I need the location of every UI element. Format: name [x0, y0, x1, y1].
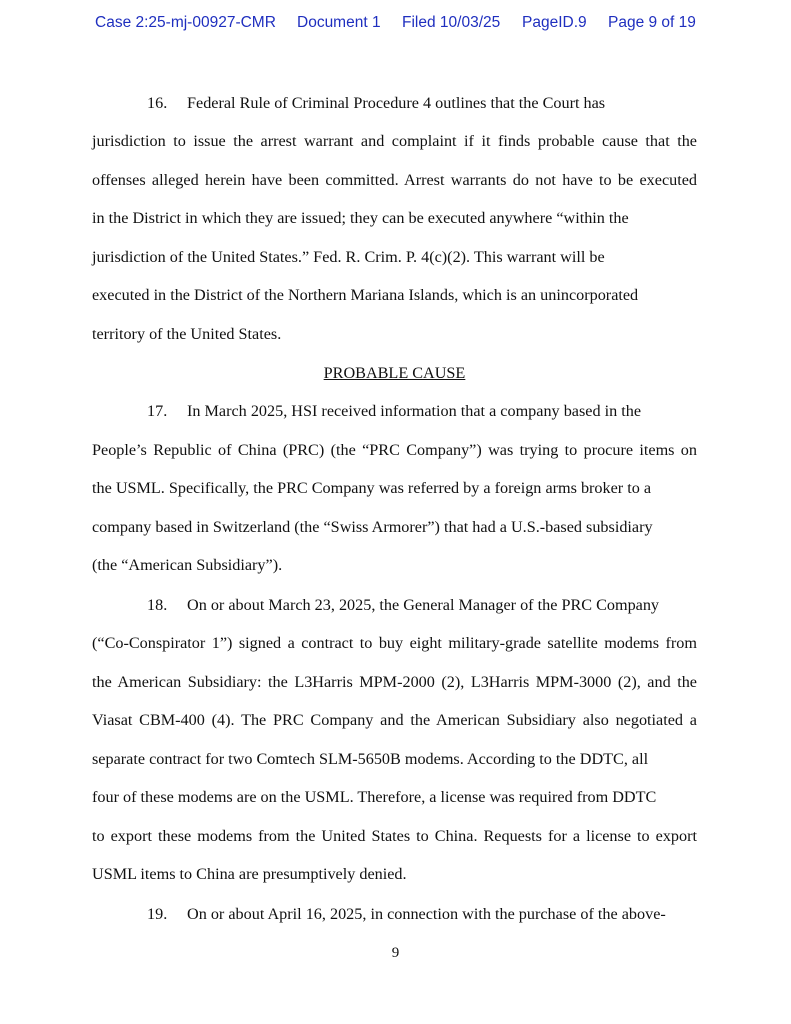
paragraph-line: In March 2025, HSI received information that a company based in the: [187, 402, 642, 420]
paragraph-line: offenses alleged herein have been committed. Arrest warrants do not have to be executed: [92, 171, 697, 189]
paragraph-line: People’s Republic of China (PRC) (the “PRC Company”) was trying to procure items on: [92, 441, 697, 459]
page-number: 9: [391, 945, 400, 961]
paragraph-line: Federal Rule of Criminal Procedure 4 outlines that the Court has: [187, 94, 606, 112]
paragraph-number: 19.: [147, 905, 168, 923]
paragraph-line: jurisdiction of the United States.” Fed. R. Crim. P. 4(c)(2). This warrant will be: [92, 248, 605, 266]
paragraph-line: territory of the United States.: [92, 325, 282, 343]
case-number: Case 2:25-mj-00927-CMR: [95, 14, 276, 31]
paragraph-line: jurisdiction to issue the arrest warrant and complaint if it finds probable cause that the: [92, 132, 697, 150]
paragraph-line: On or about March 23, 2025, the General Manager of the PRC Company: [187, 596, 660, 614]
page-id: PageID.9: [522, 14, 587, 31]
paragraph-line: to export these modems from the United States to China. Requests for a license to export: [92, 827, 697, 845]
paragraph-line: the American Subsidiary: the L3Harris MPM-2000 (2), L3Harris MPM-3000 (2), and the: [92, 673, 697, 691]
paragraph-line: in the District in which they are issued; they can be executed anywhere “within the: [92, 209, 629, 227]
paragraph-line: company based in Switzerland (the “Swiss Armorer”) that had a U.S.-based subsidiary: [92, 518, 653, 536]
paragraph-number: 18.: [147, 596, 168, 614]
paragraph-number: 16.: [147, 94, 168, 112]
paragraph-line: (the “American Subsidiary”).: [92, 556, 283, 574]
paragraph-line: On or about April 16, 2025, in connection with the purchase of the above-: [187, 905, 666, 923]
paragraph-line: (“Co-Conspirator 1”) signed a contract to buy eight military-grade satellite modems from: [92, 634, 697, 652]
paragraph-number: 17.: [147, 402, 168, 420]
section-heading-text: PROBABLE CAUSE: [323, 364, 466, 382]
filed-date: Filed 10/03/25: [402, 14, 501, 31]
paragraph-line: Viasat CBM-400 (4). The PRC Company and the American Subsidiary also negotiated a: [92, 711, 697, 729]
page-of: Page 9 of 19: [608, 14, 696, 31]
paragraph-line: four of these modems are on the USML. Therefore, a license was required from DDTC: [92, 788, 657, 806]
document-number: Document 1: [297, 14, 381, 31]
paragraph-line: executed in the District of the Northern Mariana Islands, which is an unincorporated: [92, 286, 639, 304]
paragraph-line: separate contract for two Comtech SLM-5650B modems. According to the DDTC, all: [92, 750, 649, 768]
paragraph-line: the USML. Specifically, the PRC Company was referred by a foreign arms broker to a: [92, 479, 652, 497]
paragraph-line: USML items to China are presumptively denied.: [92, 865, 407, 883]
section-heading: [92, 364, 697, 383]
